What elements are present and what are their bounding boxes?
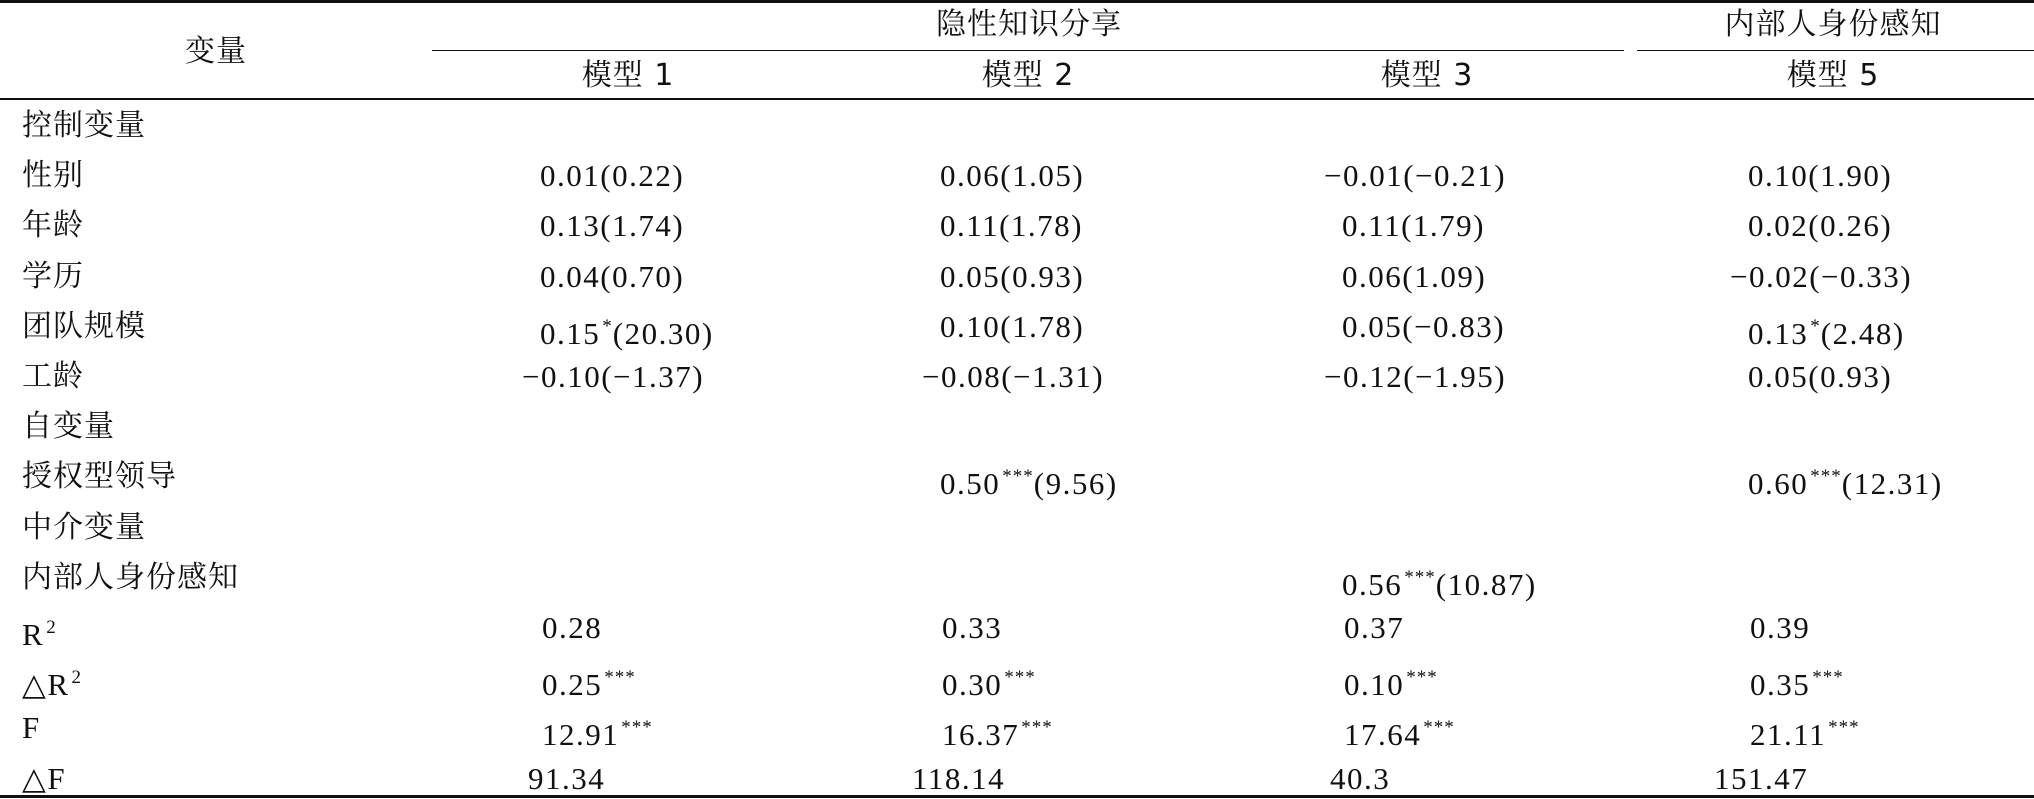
coefficient-value: 0.37: [1344, 610, 1405, 645]
table-cell-model-3: [1342, 558, 1537, 605]
coefficient-value: 0.05: [1342, 309, 1403, 344]
t-statistic: (1.78): [1000, 309, 1085, 344]
t-statistic: (−0.21): [1403, 158, 1507, 193]
coefficient-value: 17.64: [1344, 717, 1422, 752]
coefficient-value: −0.02: [1730, 259, 1810, 294]
header-variable: 变量: [185, 34, 247, 69]
coefficient-value: 0.60: [1748, 466, 1809, 501]
table-cell-model-2: [940, 457, 1118, 504]
coefficient-value: 0.11: [1342, 208, 1402, 243]
significance-stars: ***: [1810, 466, 1842, 487]
coefficient-value: 0.06: [940, 158, 1001, 193]
coefficient-value: 0.10: [940, 309, 1001, 344]
t-statistic: (0.70): [600, 259, 685, 294]
coefficient-value: 12.91: [542, 717, 620, 752]
row-label: F: [22, 710, 41, 745]
table-cell-model-5: [1730, 257, 1912, 297]
coefficient-value: 0.02: [1748, 208, 1809, 243]
row-label: 学历: [22, 259, 84, 294]
significance-stars: ***: [604, 667, 636, 688]
header-model-2: 模型 2: [981, 58, 1075, 93]
coefficient-value: 151.47: [1714, 761, 1809, 796]
coefficient-value: 0.01: [540, 158, 601, 193]
table-cell-model-3: [1344, 608, 1404, 648]
t-statistic: (−0.33): [1809, 259, 1913, 294]
top-rule: [0, 0, 2034, 3]
table-cell-model-2: [940, 156, 1084, 196]
coefficient-value: −0.12: [1324, 359, 1404, 394]
coefficient-value: 0.15: [540, 316, 601, 351]
significance-stars: ***: [1406, 667, 1438, 688]
coefficient-value: 0.13: [1748, 316, 1809, 351]
coefficient-value: 0.50: [940, 466, 1001, 501]
t-statistic: (−0.83): [1402, 309, 1506, 344]
significance-stars: *: [1810, 316, 1821, 337]
table-cell-model-1: [542, 608, 602, 648]
t-statistic: (0.22): [600, 158, 685, 193]
header-model-5: 模型 5: [1786, 58, 1880, 93]
t-statistic: (1.09): [1402, 259, 1487, 294]
coefficient-value: 0.28: [542, 610, 603, 645]
table-cell-model-5: [1748, 357, 1892, 397]
table-cell-model-1: [540, 206, 684, 246]
t-statistic: (20.30): [612, 316, 714, 351]
t-statistic: (1.78): [999, 208, 1084, 243]
coefficient-value: 0.06: [1342, 259, 1403, 294]
row-label: 团队规模: [22, 309, 146, 344]
table-cell-model-1: [522, 357, 704, 397]
t-statistic: (2.48): [1820, 316, 1905, 351]
significance-stars: ***: [1828, 717, 1860, 738]
table-cell-model-2: [922, 357, 1104, 397]
coefficient-value: 0.13: [540, 208, 601, 243]
table-cell-model-3: [1342, 206, 1485, 246]
table-cell-model-2: [942, 658, 1036, 705]
table-cell-model-3: [1342, 257, 1486, 297]
coefficient-value: −0.10: [522, 359, 602, 394]
significance-stars: ***: [1002, 466, 1034, 487]
significance-stars: *: [602, 316, 613, 337]
table-cell-model-2: [942, 708, 1053, 755]
table-cell-model-2: [912, 759, 1005, 799]
significance-stars: ***: [1423, 717, 1455, 738]
coefficient-value: 0.33: [942, 610, 1003, 645]
coefficient-value: 21.11: [1750, 717, 1827, 752]
t-statistic: (9.56): [1033, 466, 1118, 501]
significance-stars: ***: [1404, 567, 1436, 588]
t-statistic: (1.74): [600, 208, 685, 243]
significance-stars: ***: [1021, 717, 1053, 738]
coefficient-value: 0.56: [1342, 567, 1403, 602]
t-statistic: (0.93): [1000, 259, 1085, 294]
table-cell-model-5: [1750, 608, 1810, 648]
table-cell-model-1: [540, 156, 684, 196]
table-cell-model-3: [1342, 307, 1505, 347]
coefficient-value: 118.14: [912, 761, 1006, 796]
table-cell-model-3: [1344, 708, 1455, 755]
table-cell-model-5: [1748, 206, 1892, 246]
table-cell-model-5: [1750, 708, 1860, 755]
table-cell-model-2: [940, 257, 1084, 297]
coefficient-value: 40.3: [1330, 761, 1391, 796]
coefficient-value: 0.39: [1750, 610, 1811, 645]
significance-stars: ***: [1812, 667, 1844, 688]
coefficient-value: 0.05: [1748, 359, 1809, 394]
table-cell-model-1: [540, 257, 684, 297]
coefficient-value: 0.35: [1750, 667, 1811, 702]
coefficient-value: 0.25: [542, 667, 603, 702]
table-cell-model-5: [1748, 307, 1905, 354]
header-group-insider-identity: 内部人身份感知: [1724, 7, 1942, 42]
row-label: △F: [22, 761, 67, 796]
coefficient-value: −0.01: [1324, 158, 1404, 193]
row-label: 控制变量: [22, 108, 146, 143]
header-model-1: 模型 1: [581, 58, 675, 93]
table-cell-model-5: [1750, 658, 1844, 705]
t-statistic: (0.26): [1808, 208, 1893, 243]
table-cell-model-1: [540, 307, 714, 354]
table-cell-model-2: [942, 608, 1002, 648]
table-cell-model-1: [542, 658, 636, 705]
t-statistic: (−1.95): [1403, 359, 1507, 394]
t-statistic: (1.90): [1808, 158, 1893, 193]
row-label-superscript: 2: [71, 667, 83, 688]
coefficient-value: 0.30: [942, 667, 1003, 702]
row-label: R $^2$: [22, 617, 57, 652]
coefficient-value: 16.37: [942, 717, 1020, 752]
table-cell-model-1: [528, 759, 605, 799]
t-statistic: (1.79): [1401, 208, 1486, 243]
coefficient-value: 0.04: [540, 259, 601, 294]
row-label: 性别: [22, 158, 84, 193]
coefficient-value: −0.08: [922, 359, 1002, 394]
row-label: 内部人身份感知: [22, 560, 239, 595]
table-cell-model-3: [1324, 357, 1506, 397]
group-1-underline: [432, 50, 1624, 51]
row-label: 工龄: [22, 359, 84, 394]
t-statistic: (−1.37): [601, 359, 705, 394]
group-2-underline: [1637, 50, 2034, 51]
coefficient-value: 0.05: [940, 259, 1001, 294]
coefficient-value: 0.10: [1344, 667, 1405, 702]
t-statistic: (10.87): [1435, 567, 1537, 602]
t-statistic: (1.05): [1000, 158, 1085, 193]
t-statistic: (−1.31): [1001, 359, 1105, 394]
coefficient-value: 91.34: [528, 761, 606, 796]
row-label-superscript: 2: [46, 617, 57, 638]
table-cell-model-3: [1324, 156, 1506, 196]
t-statistic: (0.93): [1808, 359, 1893, 394]
table-cell-model-2: [940, 206, 1083, 246]
table-cell-model-3: [1330, 759, 1390, 799]
header-model-3: 模型 3: [1380, 58, 1474, 93]
row-label: 中介变量: [22, 510, 146, 545]
header-group-tacit-knowledge-sharing: 隐性知识分享: [936, 7, 1122, 42]
row-label: 自变量: [22, 409, 115, 444]
row-label: 授权型领导: [22, 459, 177, 494]
row-label: △R $^2$: [22, 667, 83, 702]
table-cell-model-1: [542, 708, 653, 755]
header-rule: [0, 98, 2034, 100]
significance-stars: ***: [1004, 667, 1036, 688]
coefficient-value: 0.11: [940, 208, 1000, 243]
coefficient-value: 0.10: [1748, 158, 1809, 193]
row-label: 年龄: [22, 208, 84, 243]
t-statistic: (12.31): [1841, 466, 1943, 501]
table-cell-model-2: [940, 307, 1084, 347]
table-cell-model-5: [1748, 457, 1943, 504]
table-cell-model-5: [1748, 156, 1892, 196]
significance-stars: ***: [621, 717, 653, 738]
table-cell-model-5: [1714, 759, 1808, 799]
table-cell-model-3: [1344, 658, 1438, 705]
